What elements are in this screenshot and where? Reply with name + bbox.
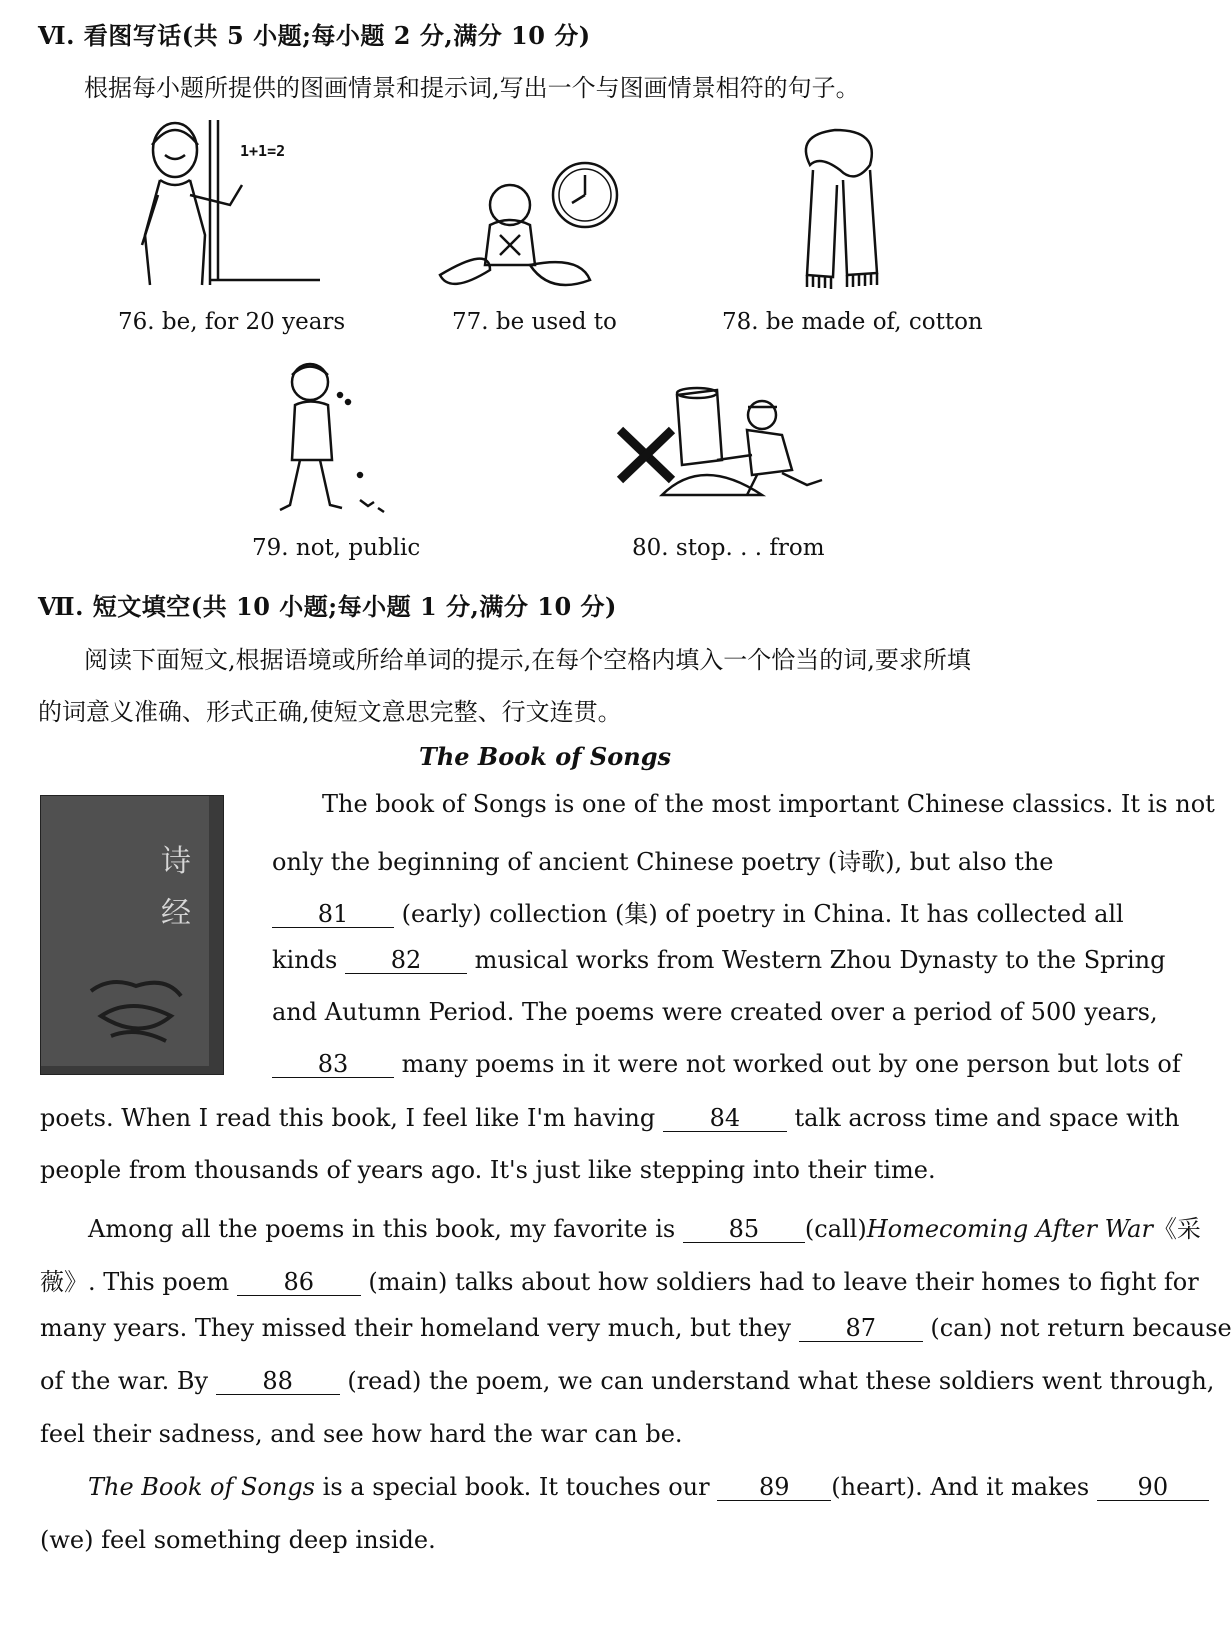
poem-title-chinese-start: 《采	[1152, 1215, 1201, 1243]
section-6-heading: Ⅵ. 看图写话(共 5 小题;每小题 2 分,满分 10 分)	[38, 21, 591, 50]
section-7-instruction-line-2: 的词意义准确、形式正确,使短文意思完整、行文连贯。	[38, 698, 622, 726]
section-7-instruction-line-1: 阅读下面短文,根据语境或所给单词的提示,在每个空格内填入一个恰当的词,要求所填	[84, 646, 971, 674]
p1-line-4-end: musical works from Western Zhou Dynasty to the Spring	[474, 946, 1166, 974]
board-equation: 1+1=2	[240, 142, 286, 160]
section-7-heading: Ⅶ. 短文填空(共 10 小题;每小题 1 分,满分 10 分)	[38, 592, 617, 621]
p1-line-5: and Autumn Period. The poems were created over a period of 500 years,	[272, 998, 1158, 1026]
scarf-picture	[785, 125, 890, 295]
p1-line-4-start: kinds	[272, 946, 338, 974]
p1-line-6-text: many poems in it were not worked out by one person but lots of	[401, 1050, 1181, 1078]
blank-82[interactable]: 82	[345, 947, 467, 974]
p2-line-4	[40, 1367, 1215, 1395]
p1-line-6	[272, 1050, 1181, 1078]
blank-85[interactable]: 85	[683, 1216, 805, 1243]
book-cover-illustration	[81, 971, 191, 1051]
p2-line-3-start: many years. They missed their homeland very much, but they	[40, 1314, 792, 1342]
blank-87[interactable]: 87	[799, 1315, 923, 1342]
p1-line-3	[272, 894, 1124, 929]
teacher-picture	[130, 115, 320, 295]
p3-line-1-middle: (heart). And it makes	[831, 1473, 1090, 1501]
p1-line-7-start: poets. When I read this book, I feel like I'm having	[40, 1104, 656, 1132]
blank-88[interactable]: 88	[216, 1368, 340, 1395]
p1-line-7	[40, 1104, 1180, 1132]
blank-83[interactable]: 83	[272, 1051, 394, 1078]
p1-line-7-end: talk across time and space with	[794, 1104, 1180, 1132]
p2-line-5: feel their sadness, and see how hard the war can be.	[40, 1420, 683, 1448]
poem-title-english: Homecoming After War	[866, 1215, 1153, 1243]
spitting-man-picture	[270, 360, 400, 525]
blank-90[interactable]: 90	[1097, 1474, 1209, 1501]
item-80-caption: 80. stop. . . from	[632, 535, 825, 561]
item-77-caption: 77. be used to	[452, 309, 617, 335]
p2-line-2	[40, 1262, 1199, 1297]
blank-86[interactable]: 86	[237, 1269, 361, 1296]
p2-line-2-end: (main) talks about how soldiers had to leave their homes to fight for	[368, 1268, 1199, 1296]
p1-line-3-text: (early) collection (集) of poetry in China. It has collected all	[401, 900, 1124, 928]
p3-line-1-start: is a special book. It touches our	[322, 1473, 710, 1501]
p2-line-2-start: 薇》. This poem	[40, 1268, 230, 1296]
p1-line-2: only the beginning of ancient Chinese poetry (诗歌), but also the	[272, 848, 1054, 876]
section-6-instruction: 根据每小题所提供的图画情景和提示词,写出一个与图画情景相符的句子。	[84, 74, 860, 102]
item-79-caption: 79. not, public	[252, 535, 421, 561]
item-76-caption: 76. be, for 20 years	[118, 309, 346, 335]
p3-line-1	[88, 1473, 1169, 1501]
p1-line-1: The book of Songs is one of the most important Chinese classics. It is not	[322, 790, 1215, 818]
book-cover-title: 诗经	[161, 844, 191, 931]
book-title-inline: The Book of Songs	[88, 1473, 315, 1501]
p2-line-4-start: of the war. By	[40, 1367, 209, 1395]
p2-line-4-end: (read) the poem, we can understand what these soldiers went through,	[347, 1367, 1215, 1395]
boy-clock-picture	[430, 155, 630, 295]
p3-line-2: (we) feel something deep inside.	[40, 1526, 436, 1554]
p1-line-4	[272, 946, 1166, 974]
item-78-caption: 78. be made of, cotton	[722, 309, 983, 335]
tree-cutting-picture	[612, 385, 827, 520]
book-cover-picture	[40, 795, 224, 1075]
blank-81[interactable]: 81	[272, 901, 394, 928]
p2-line-1-hint: (call)	[804, 1215, 867, 1243]
p1-line-8: people from thousands of years ago. It's just like stepping into their time.	[40, 1156, 936, 1184]
p2-line-3	[40, 1314, 1232, 1342]
p2-line-1	[88, 1209, 1201, 1244]
p2-line-1-start: Among all the poems in this book, my favorite is	[88, 1215, 676, 1243]
p2-line-3-end: (can) not return because	[930, 1314, 1232, 1342]
blank-84[interactable]: 84	[663, 1105, 787, 1132]
passage-title: The Book of Songs	[419, 742, 671, 771]
blank-89[interactable]: 89	[717, 1474, 831, 1501]
